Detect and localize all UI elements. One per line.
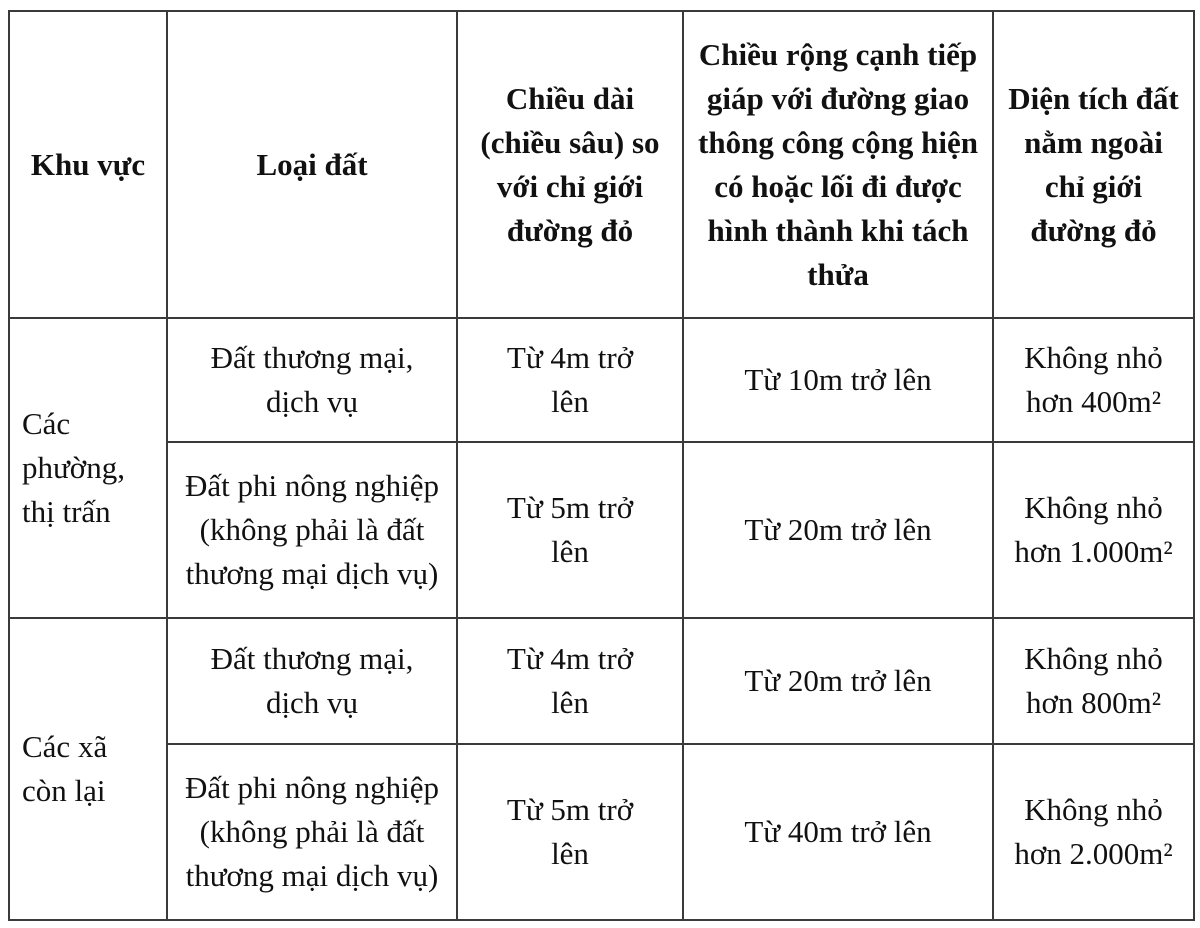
area-cell-remaining-communes: Các xã còn lại bbox=[9, 618, 167, 920]
header-land-type: Loại đất bbox=[167, 11, 457, 318]
min-area-cell: Không nhỏ hơn 800m² bbox=[993, 618, 1194, 744]
header-area: Khu vực bbox=[9, 11, 167, 318]
frontage-width-cell: Từ 20m trở lên bbox=[683, 442, 993, 618]
land-type-cell: Đất phi nông nghiệp (không phải là đất thương mại dịch vụ) bbox=[167, 442, 457, 618]
frontage-width-cell: Từ 20m trở lên bbox=[683, 618, 993, 744]
land-subdivision-table bbox=[8, 10, 1195, 921]
frontage-width-cell: Từ 40m trở lên bbox=[683, 744, 993, 920]
table-row bbox=[9, 442, 1194, 618]
table-row bbox=[9, 318, 1194, 442]
depth-cell: Từ 5m trở lên bbox=[457, 744, 683, 920]
land-type-cell: Đất thương mại, dịch vụ bbox=[167, 618, 457, 744]
land-type-cell: Đất thương mại, dịch vụ bbox=[167, 318, 457, 442]
depth-cell: Từ 5m trở lên bbox=[457, 442, 683, 618]
header-min-area: Diện tích đất nằm ngoài chỉ giới đường đỏ bbox=[993, 11, 1194, 318]
area-cell-wards-towns: Các phường, thị trấn bbox=[9, 318, 167, 618]
depth-cell: Từ 4m trở lên bbox=[457, 318, 683, 442]
min-area-cell: Không nhỏ hơn 400m² bbox=[993, 318, 1194, 442]
header-depth: Chiều dài (chiều sâu) so với chỉ giới đường đỏ bbox=[457, 11, 683, 318]
min-area-cell: Không nhỏ hơn 2.000m² bbox=[993, 744, 1194, 920]
table-row bbox=[9, 744, 1194, 920]
min-area-cell: Không nhỏ hơn 1.000m² bbox=[993, 442, 1194, 618]
table-row bbox=[9, 618, 1194, 744]
header-frontage-width: Chiều rộng cạnh tiếp giáp với đường giao thông công cộng hiện có hoặc lối đi được hình thành khi tách thửa bbox=[683, 11, 993, 318]
frontage-width-cell: Từ 10m trở lên bbox=[683, 318, 993, 442]
header-row bbox=[9, 11, 1194, 318]
land-type-cell: Đất phi nông nghiệp (không phải là đất thương mại dịch vụ) bbox=[167, 744, 457, 920]
depth-cell: Từ 4m trở lên bbox=[457, 618, 683, 744]
